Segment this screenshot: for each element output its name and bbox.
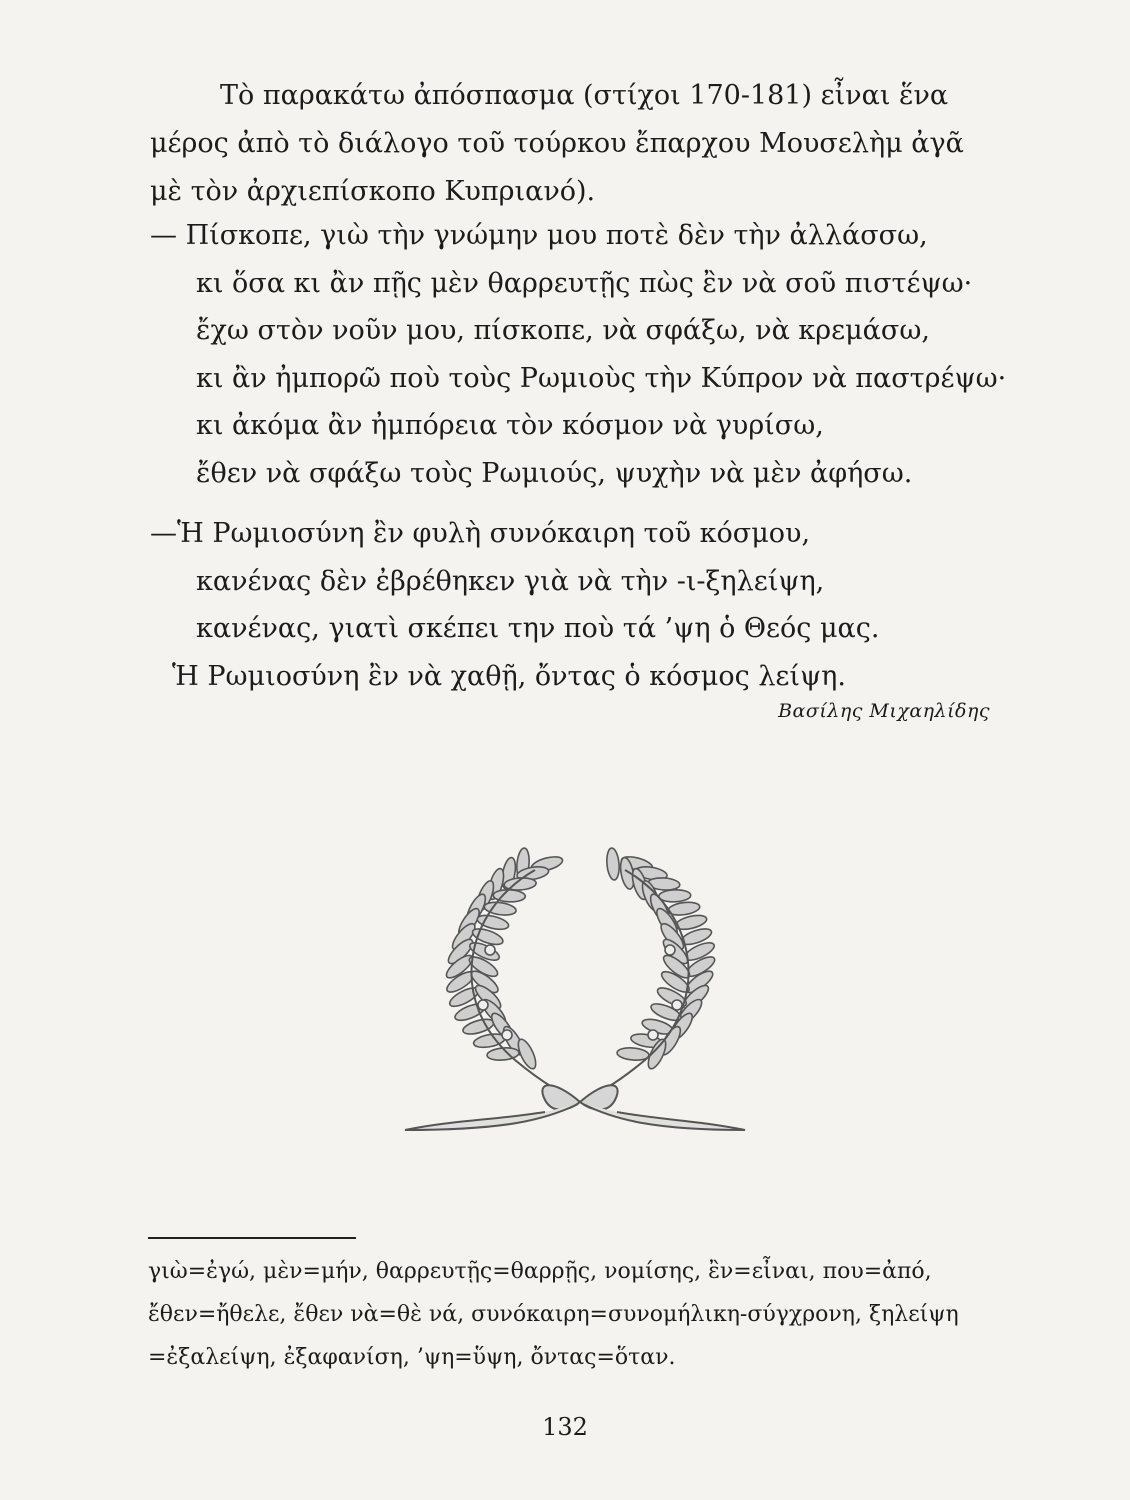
laurel-wreath-icon xyxy=(395,830,765,1150)
poem-author: Βασίλης Μιχαηλίδης xyxy=(778,700,990,722)
intro-line: Τὸ παρακάτω ἀπόσπασμα (στίχοι 170-181) εἶναι ἕνα xyxy=(220,80,949,111)
intro-paragraph xyxy=(150,72,1030,216)
page-number: 132 xyxy=(542,1413,588,1441)
verse-line: ἔθεν νὰ σφάξω τοὺς Ρωμιούς, ψυχὴν νὰ μὲν ἀφήσω. xyxy=(196,457,913,489)
poem-stanza-1 xyxy=(150,212,1030,497)
poem-stanza-2 xyxy=(150,510,1030,700)
verse-line: κανένας δὲν ἐβρέθηκεν γιὰ νὰ τὴν -ι-ξηλείψη, xyxy=(196,565,825,597)
verse-line: Ἡ Ρωμιοσύνη ἒν νὰ χαθῇ, ὄντας ὁ κόσμος λείψη. xyxy=(172,660,846,692)
footnotes xyxy=(148,1250,1020,1379)
verse-line: ἔχω στὸν νοῦν μου, πίσκοπε, νὰ σφάξω, νὰ κρεμάσω, xyxy=(196,315,930,346)
verse-line: —Ἡ Ρωμιοσύνη ἒν φυλὴ συνόκαιρη τοῦ κόσμου, xyxy=(150,518,811,549)
verse-line: — Πίσκοπε, γιὼ τὴν γνώμην μου ποτὲ δὲν τὴν ἀλλάσσω, xyxy=(150,220,928,251)
verse-line: κι ἂν ἠμπορῶ ποὺ τοὺς Ρωμιοὺς τὴν Κύπρον νὰ παστρέψω· xyxy=(196,362,1007,394)
footnote-line: ἔθεν=ἤθελε, ἔθεν νὰ=θὲ νά, συνόκαιρη=συνομήλικη-σύγχρονη, ξηλείψη xyxy=(148,1302,959,1327)
footnote-rule xyxy=(148,1237,356,1239)
footnote-line: γιὼ=ἐγώ, μὲν=μήν, θαρρευτῇς=θαρρῇς, νομίσης, ἒν=εἶναι, που=ἀπό, xyxy=(148,1259,932,1284)
intro-line: μὲ τὸν ἀρχιεπίσκοπο Κυπριανό). xyxy=(150,176,596,207)
footnote-line: =ἐξαλείψη, ἐξαφανίση, ’ψη=ὕψη, ὄντας=ὅταν. xyxy=(148,1345,676,1370)
intro-line: μέρος ἀπὸ τὸ διάλογο τοῦ τούρκου ἔπαρχου Μουσελὴμ ἀγᾶ xyxy=(150,128,964,159)
verse-line: κι ὅσα κι ἂν πῇς μὲν θαρρευτῇς πὼς ἒν νὰ σοῦ πιστέψω· xyxy=(196,267,973,299)
verse-line: κι ἀκόμα ἂν ἠμπόρεια τὸν κόσμον νὰ γυρίσω, xyxy=(196,410,824,441)
verse-line: κανένας, γιατὶ σκέπει την ποὺ τά ’ψη ὁ Θεός μας. xyxy=(196,613,880,644)
